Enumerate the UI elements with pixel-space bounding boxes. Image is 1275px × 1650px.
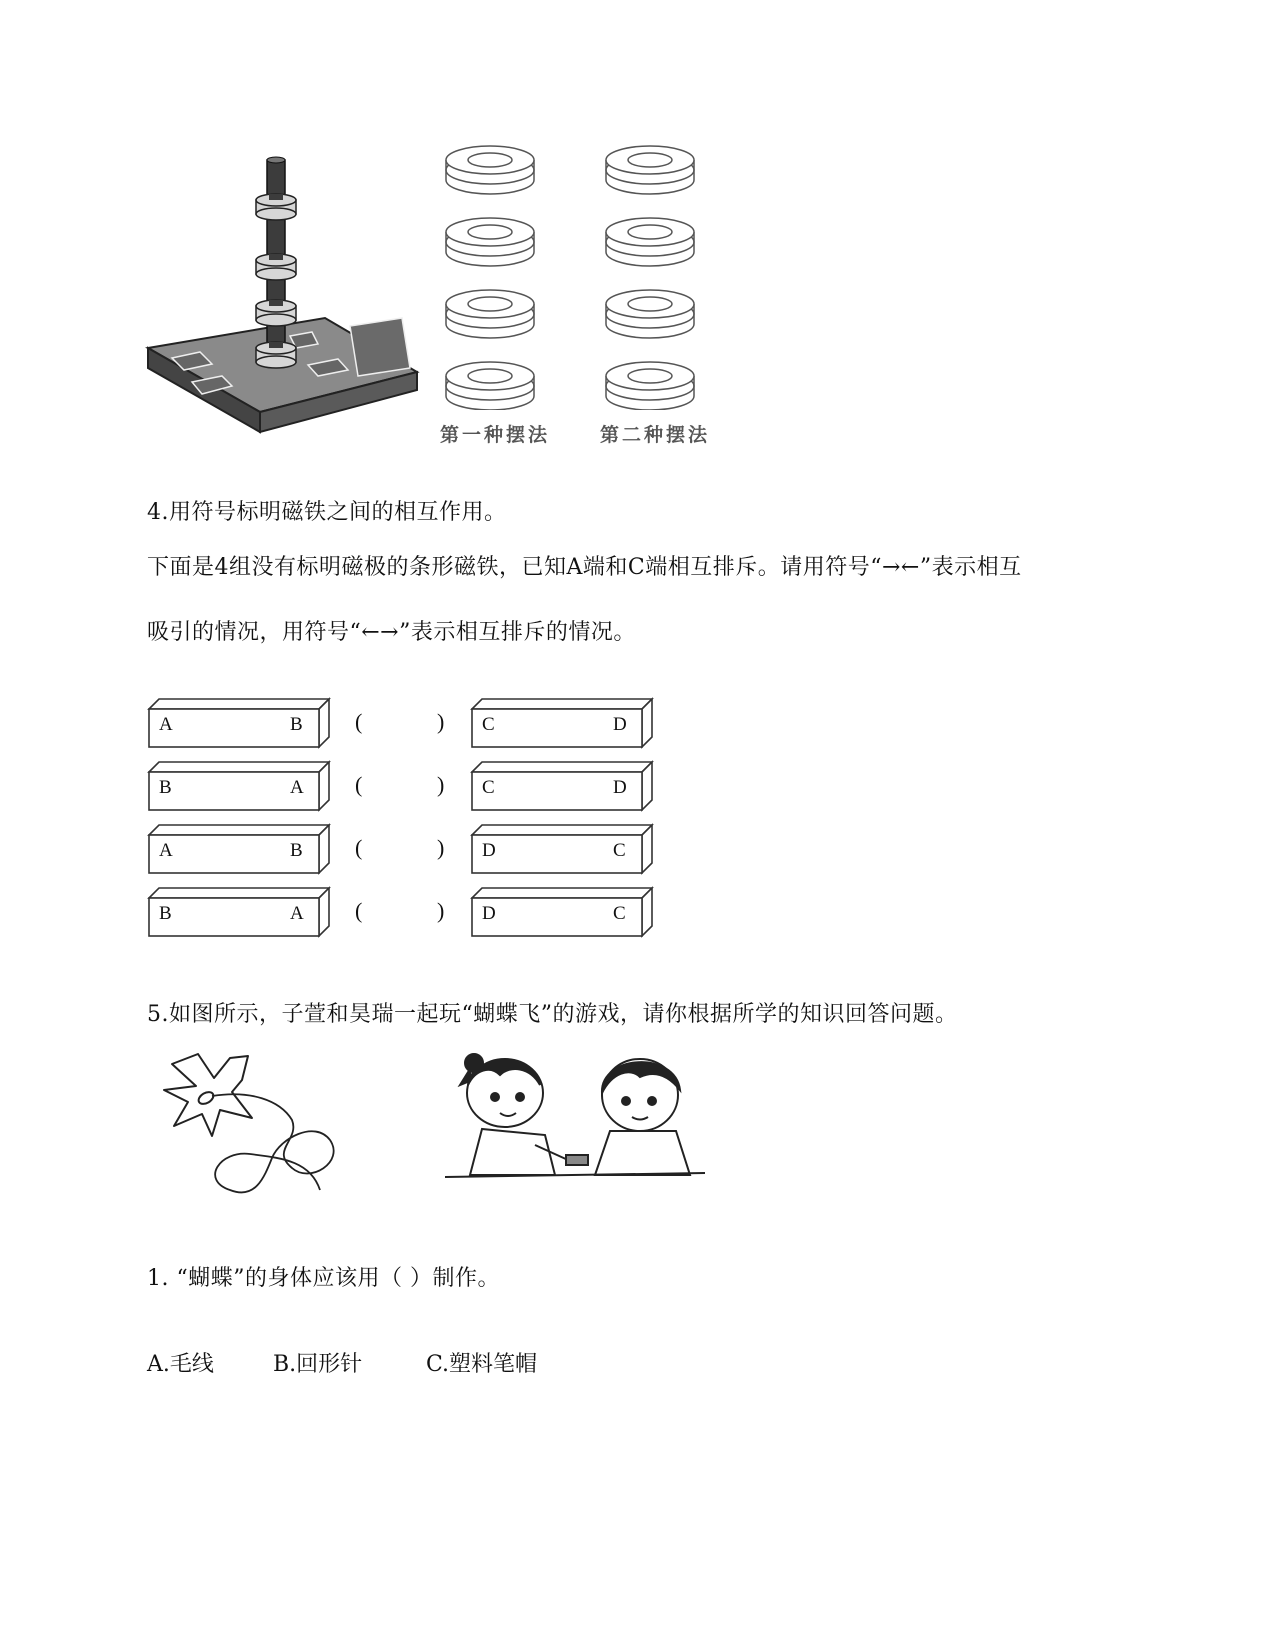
magnet-pole-label: B bbox=[159, 903, 172, 924]
magnet-pole-label: D bbox=[613, 777, 627, 798]
magnet-pole-label: D bbox=[482, 840, 496, 861]
caption-second-arrangement: 第二种摆法 bbox=[600, 424, 711, 446]
bar-magnet-left bbox=[147, 697, 331, 749]
magnet-pole-label: A bbox=[290, 777, 304, 798]
magnet-pole-label: A bbox=[159, 714, 173, 735]
answer-blank-close[interactable]: ) bbox=[437, 772, 445, 797]
question-5-title: 5.如图所示，子萱和昊瑞一起玩“蝴蝶飞”的游戏，请你根据所学的知识回答问题。 bbox=[147, 1002, 958, 1027]
butterfly-on-string-illustration bbox=[160, 1050, 350, 1210]
ring-arrangement-second bbox=[600, 140, 700, 410]
bar-magnet-right bbox=[470, 886, 654, 938]
answer-blank-close[interactable]: ) bbox=[437, 709, 445, 734]
answer-blank-open[interactable]: ( bbox=[355, 898, 363, 923]
magnet-pole-label: A bbox=[159, 840, 173, 861]
magnet-rod-stand-illustration bbox=[140, 150, 430, 440]
answer-blank-open[interactable]: ( bbox=[355, 709, 363, 734]
answer-blank-close[interactable]: ) bbox=[437, 835, 445, 860]
magnet-pole-label: B bbox=[159, 777, 172, 798]
magnet-pole-label: C bbox=[613, 903, 626, 924]
question-4-line-1: 下面是4组没有标明磁极的条形磁铁，已知A端和C端相互排斥。请用符号“→←”表示相互 bbox=[147, 555, 1022, 580]
question-5-sub-1: 1. “蝴蝶”的身体应该用（ ）制作。 bbox=[147, 1266, 500, 1291]
magnet-pole-label: C bbox=[482, 777, 495, 798]
question-4-title: 4.用符号标明磁铁之间的相互作用。 bbox=[147, 500, 507, 525]
ring-arrangement-first bbox=[440, 140, 540, 410]
caption-first-arrangement: 第一种摆法 bbox=[440, 424, 551, 446]
answer-blank-close[interactable]: ) bbox=[437, 898, 445, 923]
bar-magnet-left bbox=[147, 823, 331, 875]
answer-blank-open[interactable]: ( bbox=[355, 772, 363, 797]
option-a[interactable]: A.毛线 bbox=[147, 1352, 214, 1377]
option-c[interactable]: C.塑料笔帽 bbox=[426, 1352, 538, 1377]
magnet-pole-label: B bbox=[290, 714, 303, 735]
bar-magnet-right bbox=[470, 823, 654, 875]
magnet-pole-label: D bbox=[482, 903, 496, 924]
magnet-pole-label: A bbox=[290, 903, 304, 924]
magnet-pole-label: D bbox=[613, 714, 627, 735]
answer-blank-open[interactable]: ( bbox=[355, 835, 363, 860]
magnet-pole-label: B bbox=[290, 840, 303, 861]
magnet-pole-label: C bbox=[613, 840, 626, 861]
option-b[interactable]: B.回形针 bbox=[273, 1352, 363, 1377]
children-playing-illustration bbox=[440, 1045, 710, 1185]
question-4-line-2: 吸引的情况，用符号“←→”表示相互排斥的情况。 bbox=[147, 620, 636, 645]
magnet-pole-label: C bbox=[482, 714, 495, 735]
